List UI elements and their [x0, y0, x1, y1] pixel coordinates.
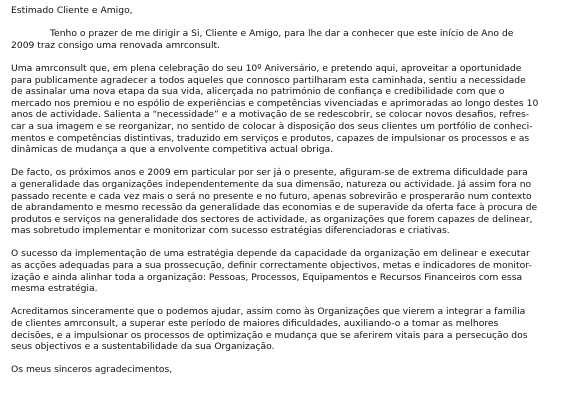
paragraph-line: mesma estratégia.	[11, 283, 98, 295]
paragraph-line: anos de actividade. Salienta a “necessidade” e a motivação de se redescobrir, se colocar novos desafios, refres-	[11, 109, 530, 121]
paragraph-line: as acções adequadas para a sua prossecução, definir correctamente objectivos, metas e indicadores de monitor-	[11, 260, 532, 272]
paragraph-commitment	[11, 306, 580, 352]
paragraph-line: Uma amrconsult que, em plena celebração do seu 10º Aniversário, e pretendo aqui, aproveitar a oportunidade	[11, 62, 522, 74]
paragraph-line: car a sua imagem e se reorganizar, no sentido de colocar à disposição dos seus clientes um portfólio de conheci-	[11, 120, 533, 132]
paragraph-line: de assinalar uma nova etapa da sua vida, alicerçada no património de confiança e credibilidade com que o	[11, 86, 505, 98]
paragraph-context	[11, 167, 580, 237]
paragraph-line: mas sobretudo implementar e monitorizar com sucesso estratégias diferenciadoras e criativas.	[11, 225, 450, 237]
paragraph-line: Tenho o prazer de me dirigir a Si, Cliente e Amigo, para lhe dar a conhecer que este início de Ano de	[50, 28, 514, 40]
paragraph-line: mentos e competências distintivas, traduzido em serviços e produtos, capazes de impulsionar os processos e as	[11, 132, 530, 144]
salutation: Estimado Cliente e Amigo,	[11, 5, 133, 16]
closing: Os meus sinceros agradecimentos,	[11, 364, 173, 376]
paragraph-line: decisões, e a impulsionar os processos de optimização e mudança que se aferirem vitais para a persecução dos	[11, 329, 528, 341]
paragraph-line: passado recente e cada vez mais o será no presente e no futuro, apenas sobrevirão e prosperarão num contexto	[11, 190, 532, 202]
paragraph-line: O sucesso da implementação de uma estratégia depende da capacidade da organização em delinear e executar	[11, 248, 530, 260]
paragraph-line: mercado nos premiou e no espólio de experiências e competências vivenciadas e aprimoradas ao longo destes 10	[11, 97, 539, 109]
paragraph-line: para publicamente agradecer a todos aqueles que connosco partilharam esta caminhada, sentiu a necessidade	[11, 74, 526, 86]
paragraph-line: de abrandamento e mesmo recessão da generalidade das economias e de superavide da oferta face à procura de	[11, 202, 538, 214]
paragraph-strategy	[11, 248, 580, 294]
paragraph-line: de clientes amrconsult, a superar este período de maiores dificuldades, auxiliando-o a tomar as melhores	[11, 318, 499, 330]
paragraph-anniversary	[11, 63, 580, 156]
paragraph-line: a generalidade das organizações independentemente da sua dimensão, natureza ou actividade. Já assim fora no	[11, 178, 532, 190]
paragraph-line: Acreditamos sinceramente que o podemos ajudar, assim como às Organizações que vierem a integrar a família	[11, 306, 526, 318]
paragraph-line: ização e ainda alinhar toda a organização: Pessoas, Processos, Equipamentos e Recursos Financeiros com essa	[11, 271, 523, 283]
paragraph-line: De facto, os próximos anos e 2009 em particular por ser já o presente, afiguram-se de extrema dificuldade para	[11, 167, 528, 179]
paragraph-line: seus objectivos e a sustentabilidade da sua Organização.	[11, 341, 275, 353]
paragraph-intro	[11, 28, 580, 51]
paragraph-line: 2009 traz consigo uma renovada amrconsult.	[11, 39, 221, 51]
paragraph-line: dinâmicas de mudança a que a envolvente competitiva actual obriga.	[11, 144, 334, 156]
paragraph-line: produtos e serviços na generalidade dos sectores de actividade, as organizações que forem capazes de delinear,	[11, 213, 533, 225]
